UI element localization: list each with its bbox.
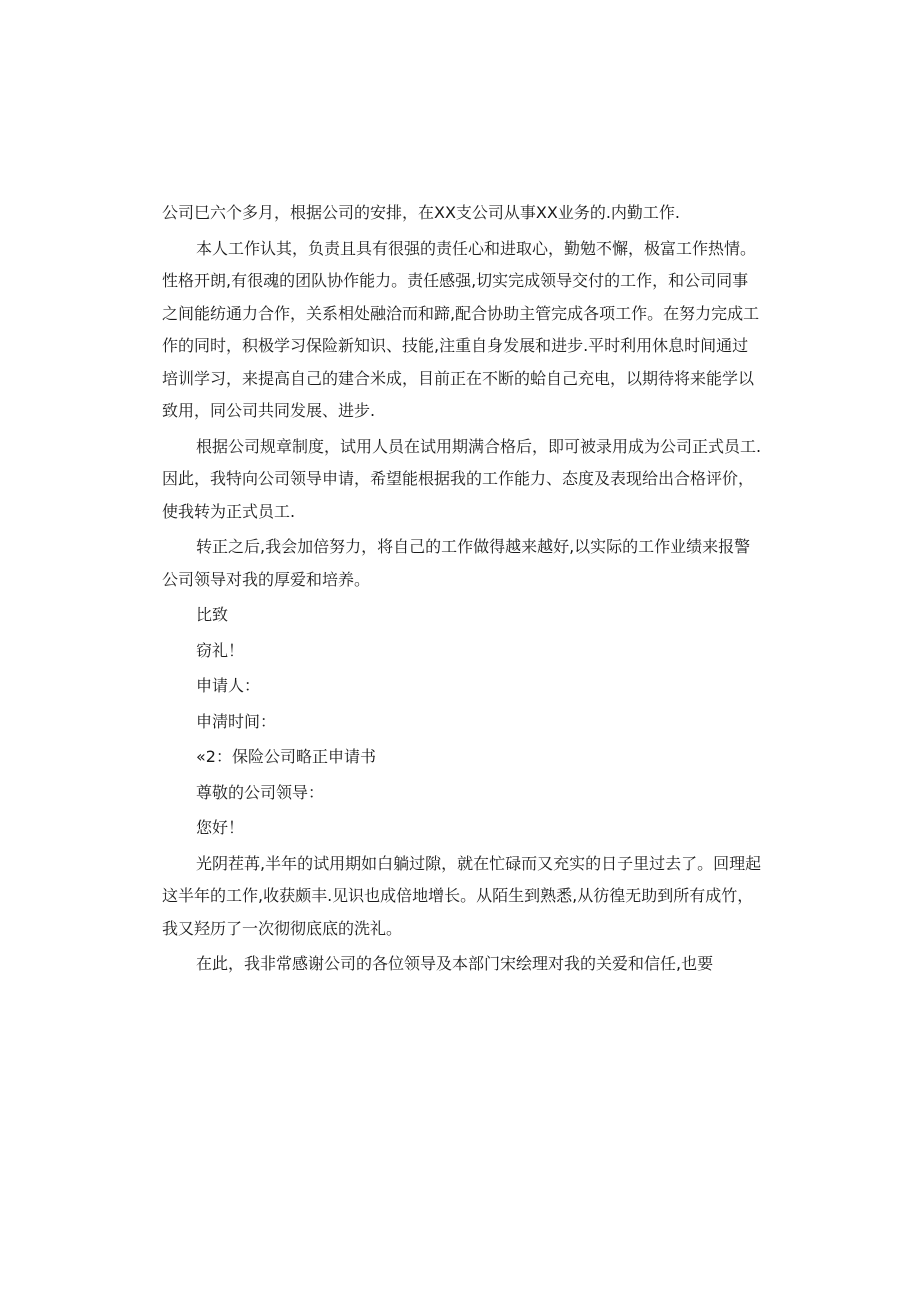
paragraph-commitment: 转正之后,我会加倍努力，将自己的工作做得越来越好,以实际的工作业绩来报警公司领导对我的厚爱和培养。	[162, 537, 751, 589]
paragraph-review: 光阴茬苒,半年的试用期如白躺过隙，就在忙碌而又充实的日子里过去了。回理起这半年的工作,收获颇丰.见识也成倍地增长。从陌生到熟悉,从彷徨无助到所有成竹，我又羟历了一次彻彻底底的洗礼。	[162, 853, 762, 938]
closing-regards: 窃礼！	[196, 640, 245, 660]
document-body	[162, 197, 762, 981]
closing-salutation: 比致	[196, 605, 229, 624]
letter-greeting: 尊敬的公司领导：	[196, 782, 325, 802]
paragraph-thanks: 在此，我非常感谢公司的各位领导及本部门宋绘理对我的关爱和信任,也要	[196, 954, 714, 973]
paragraph-opening: 公司巳六个多月，根据公司的安排，在XX支公司从事XX业务的.内勤工作.	[162, 203, 681, 222]
applicant-label: 申请人：	[196, 676, 261, 695]
section-title: «2：保险公司略正申请书	[196, 747, 376, 766]
letter-hello: 您好！	[196, 818, 245, 837]
paragraph-self-assessment: 本人工作认其，负责且具有很强的责任心和进取心，勤勉不懈，极富工作热情。性格开朗,有很魂的团队协作能力。责任感强,切实完成领导交付的工作，和公司同事之间能纺通力合作，关系相处融洽而和蹄,配合协助主管完成各项工作。在努力完成工作的同时，积极学习保险新知识、技能,注重自身发展和进步.平时利用休息时间通过培训学习，来提高自己的建合米成，目前正在不断的蛤自己充电，以期待将来能学以致用，同公司共同发展、进步.	[162, 238, 760, 420]
application-date-label: 申淸时间：	[196, 711, 277, 731]
paragraph-regulation-request: 根据公司规章制度，试用人员在试用期满合格后，即可被录用成为公司正式员工.因此，我特向公司领导申请，希望能根据我的工作能力、态度及表现给出合格评价，使我转为正式员工.	[162, 436, 762, 521]
